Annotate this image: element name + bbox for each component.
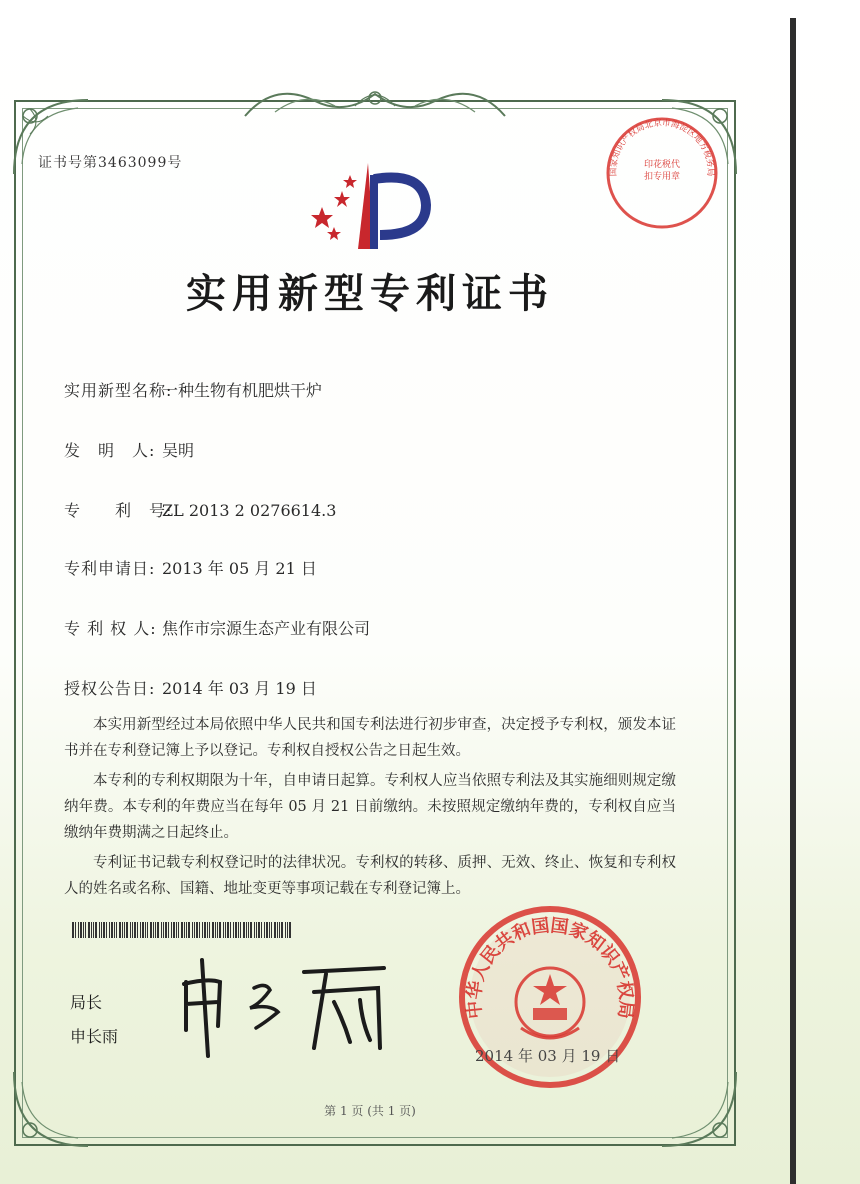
- field-grant-date: [64, 676, 317, 699]
- barcode-bar: [264, 922, 265, 938]
- barcode-bar: [184, 922, 185, 938]
- barcode-bar: [233, 922, 234, 938]
- barcode-bar: [134, 922, 136, 938]
- barcode-bar: [202, 922, 203, 938]
- director-block: [70, 986, 118, 1054]
- barcode-bar: [155, 922, 156, 938]
- barcode-bar: [256, 922, 257, 938]
- barcode-bar: [215, 922, 216, 938]
- barcode-bar: [122, 922, 123, 938]
- barcode-bar: [75, 922, 76, 938]
- barcode-bar: [217, 922, 218, 938]
- barcode-bar: [171, 922, 172, 938]
- barcode-bar: [111, 922, 113, 938]
- top-center-ornament: [235, 76, 515, 126]
- barcode-bar: [227, 922, 229, 938]
- field-patentee: [64, 616, 370, 639]
- barcode-bar: [109, 922, 110, 938]
- barcode-bar: [72, 922, 74, 938]
- barcode-bar: [114, 922, 115, 938]
- barcode-bar: [196, 922, 198, 938]
- barcode-bar: [173, 922, 175, 938]
- barcode-bar: [285, 922, 286, 938]
- director-name: 申长雨: [70, 1027, 119, 1046]
- barcode-bar: [83, 922, 84, 938]
- barcode-bar: [281, 922, 283, 938]
- barcode-bar: [194, 922, 195, 938]
- director-signature: [174, 952, 394, 1062]
- barcode-bar: [150, 922, 152, 938]
- barcode-bar: [240, 922, 241, 938]
- field-label: 发 明 人:: [64, 441, 156, 460]
- barcode-bar: [230, 922, 231, 938]
- barcode-bar: [142, 922, 144, 938]
- field-application-date: [64, 556, 317, 579]
- barcode-bar: [243, 922, 245, 938]
- barcode-bar: [289, 922, 291, 938]
- barcode-bar: [140, 922, 141, 938]
- barcode-bar: [271, 922, 272, 938]
- body-paragraph-3: 专利证书记载专利权登记时的法律状况。专利权的转移、质押、无效、终止、恢复和专利权人的姓名或名称、国籍、地址变更等事项记载在专利登记簿上。: [64, 855, 676, 897]
- barcode-bar: [165, 922, 167, 938]
- field-value: 吴明: [162, 441, 195, 460]
- barcode-bar: [163, 922, 164, 938]
- patent-office-logo: [308, 155, 438, 255]
- barcode-bar: [277, 922, 278, 938]
- barcode-bar: [91, 922, 92, 938]
- barcode-bar: [126, 922, 128, 938]
- field-inventor: [64, 438, 194, 461]
- barcode-bar: [261, 922, 262, 938]
- field-utility-model-name: [64, 378, 322, 401]
- barcode-bar: [145, 922, 146, 938]
- barcode-bar: [137, 922, 138, 938]
- certificate-title: 实用新型专利证书: [186, 270, 554, 317]
- barcode-bar: [212, 922, 214, 938]
- tax-stamp-text: 国家知识产权局北京市海淀区地方税务局: [608, 118, 716, 177]
- seal-date: 2014 年 03 月 19 日: [475, 1047, 621, 1065]
- barcode-bar: [266, 922, 268, 938]
- barcode-bar: [99, 922, 100, 938]
- barcode-bar: [161, 922, 162, 938]
- scan-edge: [790, 18, 796, 1184]
- barcode-bar: [88, 922, 90, 938]
- barcode-bar: [238, 922, 239, 938]
- barcode-bar: [223, 922, 224, 938]
- barcode-bar: [235, 922, 237, 938]
- barcode-bar: [130, 922, 131, 938]
- barcode-bar: [219, 922, 221, 938]
- field-value: 2014 年 03 月 19 日: [162, 679, 317, 698]
- barcode-bar: [274, 922, 276, 938]
- barcode-bar: [192, 922, 193, 938]
- seal-large-text: 中华人民共和国国家知识产权局: [463, 915, 637, 1020]
- barcode-bar: [181, 922, 183, 938]
- barcode-bar: [153, 922, 154, 938]
- field-label: 专利申请日:: [64, 559, 156, 578]
- field-patent-number: [64, 498, 336, 521]
- barcode-bar: [80, 922, 82, 938]
- director-title: 局长: [70, 993, 103, 1012]
- field-label: 授权公告日:: [64, 679, 156, 698]
- barcode-bar: [188, 922, 190, 938]
- barcode-bar: [254, 922, 255, 938]
- body-paragraph-1: 本实用新型经过本局依照中华人民共和国专利法进行初步审查，决定授予专利权，颁发本证书并在专利登记簿上予以登记。专利权自授权公告之日起生效。: [64, 717, 676, 759]
- page-footer: 第 1 页 (共 1 页): [324, 1104, 416, 1118]
- tax-stamp-seal: [604, 115, 720, 231]
- barcode-bar: [250, 922, 252, 938]
- barcode-bar: [176, 922, 177, 938]
- barcode-bar: [93, 922, 94, 938]
- barcode-bar: [95, 922, 97, 938]
- certificate-body: [64, 712, 676, 906]
- barcode-bar: [178, 922, 179, 938]
- field-label: 实用新型名称:: [64, 381, 173, 400]
- barcode-bar: [101, 922, 102, 938]
- field-value: 2013 年 05 月 21 日: [162, 559, 317, 578]
- barcode: [72, 922, 294, 938]
- barcode-bar: [186, 922, 187, 938]
- barcode-bar: [124, 922, 125, 938]
- barcode-bar: [269, 922, 270, 938]
- barcode-bar: [168, 922, 169, 938]
- barcode-bar: [258, 922, 260, 938]
- barcode-bar: [103, 922, 105, 938]
- field-label: 专 利 权 人:: [64, 619, 157, 638]
- barcode-bar: [225, 922, 226, 938]
- barcode-bar: [209, 922, 210, 938]
- tax-stamp-center: 印花税代扣专用章: [643, 160, 680, 182]
- barcode-bar: [199, 922, 200, 938]
- field-value: 一种生物有机肥烘干炉: [162, 381, 323, 400]
- body-paragraph-2: 本专利的专利权期限为十年，自申请日起算。专利权人应当依照专利法及其实施细则规定缴纳年费。本专利的年费应当在每年 05 月 21 日前缴纳。未按照规定缴纳年费的，专利权自应当缴纳年费期满之日起终止。: [64, 773, 676, 841]
- field-value: 焦作市宗源生态产业有限公司: [162, 619, 371, 638]
- field-value: ZL 2013 2 0276614.3: [162, 501, 337, 520]
- barcode-bar: [106, 922, 107, 938]
- certificate-number: 证书号第3463099号: [38, 155, 183, 171]
- barcode-bar: [157, 922, 159, 938]
- barcode-bar: [248, 922, 249, 938]
- barcode-bar: [119, 922, 121, 938]
- barcode-bar: [207, 922, 208, 938]
- barcode-bar: [246, 922, 247, 938]
- barcode-bar: [287, 922, 288, 938]
- barcode-bar: [279, 922, 280, 938]
- barcode-bar: [147, 922, 148, 938]
- barcode-bar: [85, 922, 86, 938]
- barcode-bar: [132, 922, 133, 938]
- field-label: 专 利 号:: [64, 501, 173, 520]
- barcode-bar: [116, 922, 117, 938]
- barcode-bar: [78, 922, 79, 938]
- barcode-bar: [204, 922, 206, 938]
